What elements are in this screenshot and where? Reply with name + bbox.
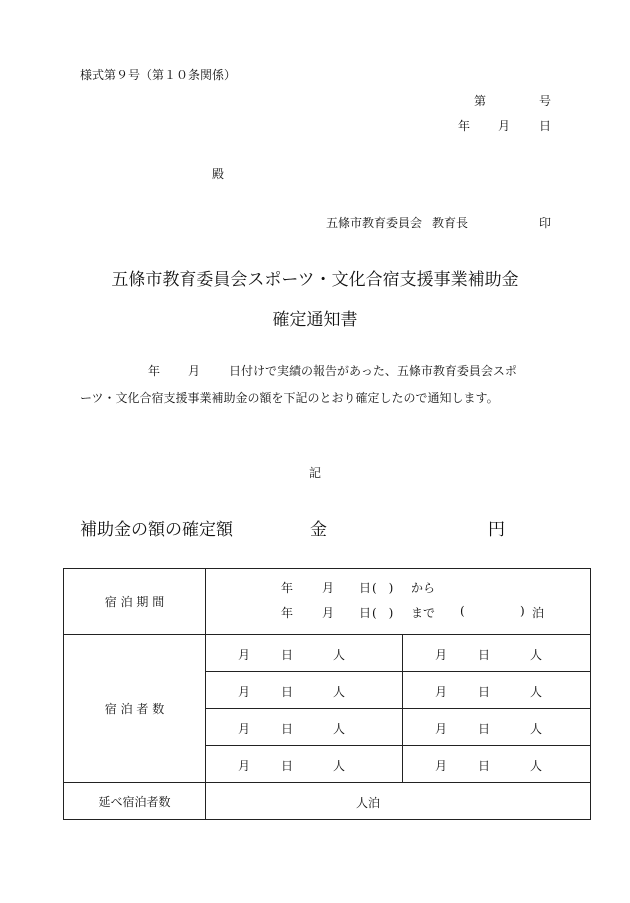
guest-cell	[206, 672, 403, 709]
period-from-year: 年	[281, 581, 294, 595]
guest-month: 月	[238, 648, 251, 662]
total-guest-nights-cell	[206, 783, 591, 820]
guest-persons: 人	[530, 685, 543, 699]
period-from-month: 月	[322, 581, 335, 595]
stay-period-row	[64, 569, 591, 635]
guest-day: 日	[478, 685, 491, 699]
document-subtitle: 確定通知書	[272, 310, 358, 330]
period-to-suffix: まで	[411, 606, 436, 620]
doc-no-prefix: 第	[474, 94, 487, 108]
issuer-title: 教育長	[432, 216, 469, 230]
guest-month: 月	[435, 722, 448, 736]
guest-cell	[206, 635, 403, 672]
guest-persons: 人	[530, 722, 543, 736]
body-month: 月	[188, 364, 201, 378]
issuer-org: 五條市教育委員会	[326, 216, 423, 230]
guest-month: 月	[435, 685, 448, 699]
guest-cell	[403, 635, 591, 672]
ki-marker: 記	[309, 466, 322, 480]
total-guest-nights-unit: 人泊	[356, 796, 381, 810]
period-to-weekday: ( )	[372, 606, 394, 620]
guest-month: 月	[435, 648, 448, 662]
guest-cell	[206, 746, 403, 783]
date-day: 日	[539, 119, 552, 133]
doc-no-suffix: 号	[539, 94, 552, 108]
seal-mark: 印	[539, 216, 552, 230]
body-year: 年	[148, 364, 161, 378]
date-month: 月	[498, 119, 511, 133]
guest-month: 月	[238, 759, 251, 773]
period-from-day: 日	[359, 581, 372, 595]
guest-count-header: 宿 泊 者 数	[64, 635, 206, 783]
guest-day: 日	[478, 759, 491, 773]
guest-persons: 人	[333, 759, 346, 773]
guest-persons: 人	[530, 759, 543, 773]
total-guest-nights-row	[64, 783, 591, 820]
addressee: 殿	[212, 167, 225, 181]
guest-month: 月	[238, 722, 251, 736]
period-to-day: 日	[359, 606, 372, 620]
amount-kin: 金	[310, 520, 327, 540]
stay-period-header: 宿 泊 期 間	[64, 569, 206, 635]
period-from-suffix: から	[411, 581, 436, 595]
body-text-line1: 日付けで実績の報告があった、五條市教育委員会スポ	[229, 364, 517, 378]
nights-open-paren: (	[460, 604, 465, 618]
guest-day: 日	[281, 722, 294, 736]
guest-persons: 人	[333, 722, 346, 736]
guest-persons: 人	[333, 685, 346, 699]
stay-period-cell	[206, 569, 591, 635]
guest-persons: 人	[530, 648, 543, 662]
guest-cell	[403, 709, 591, 746]
guest-day: 日	[478, 648, 491, 662]
total-guest-nights-header: 延べ宿泊者数	[64, 783, 206, 820]
document-title: 五條市教育委員会スポーツ・文化合宿支援事業補助金	[111, 270, 519, 290]
amount-label: 補助金の額の確定額	[80, 520, 233, 540]
body-text-line2: ーツ・文化合宿支援事業補助金の額を下記のとおり確定したので通知します。	[80, 391, 499, 405]
nights-unit: 泊	[532, 606, 545, 620]
guest-month: 月	[238, 685, 251, 699]
period-to-year: 年	[281, 606, 294, 620]
form-label: 様式第９号（第１０条関係）	[80, 68, 237, 82]
guest-cell	[403, 672, 591, 709]
guest-day: 日	[281, 759, 294, 773]
guest-row	[64, 635, 591, 672]
guest-month: 月	[435, 759, 448, 773]
guest-day: 日	[478, 722, 491, 736]
period-to-month: 月	[322, 606, 335, 620]
guest-day: 日	[281, 685, 294, 699]
amount-yen: 円	[488, 520, 505, 540]
nights-close-paren: )	[520, 604, 525, 618]
guest-persons: 人	[333, 648, 346, 662]
period-from-weekday: ( )	[372, 581, 394, 595]
guest-cell	[206, 709, 403, 746]
stay-details-table	[63, 568, 591, 820]
guest-day: 日	[281, 648, 294, 662]
date-year: 年	[458, 119, 471, 133]
guest-cell	[403, 746, 591, 783]
